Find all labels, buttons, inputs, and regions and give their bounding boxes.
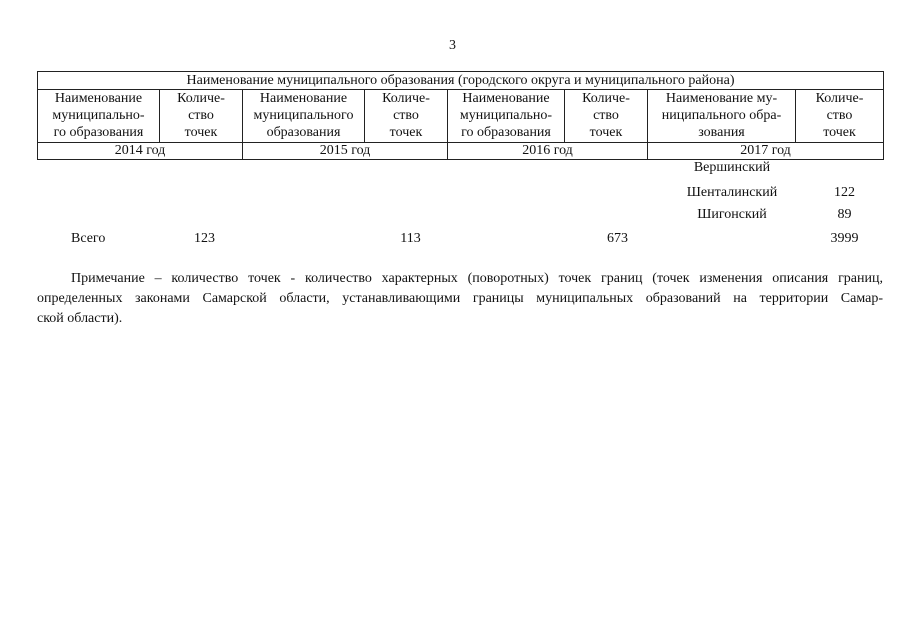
year-2017: 2017 год [648,143,884,160]
year-2014: 2014 год [38,143,243,160]
page-number: 3 [449,38,456,53]
header-name-2014: Наименование муниципально- го образования [38,90,160,143]
footnote-line: ской области). [37,311,123,326]
total-2017: 3999 [830,231,859,246]
total-2016: 673 [607,231,628,246]
header-count-2015: Количе- ство точек [365,90,448,143]
total-2014: 123 [194,231,215,246]
district-value-shigonsky: 89 [837,207,852,222]
header-count-2017: Количе- ство точек [796,90,884,143]
table-title-row [38,72,884,90]
header-name-2016: Наименование муниципально- го образования [448,90,565,143]
footnote [37,269,883,329]
header-count-2014: Количе- ство точек [160,90,243,143]
district-name-vershinsky: Вершинский [693,160,771,175]
points-table [37,71,884,160]
footnote-line: определенных законами Самарской области, устанавливающими границы муниципальных образований на территории Самар- [37,291,883,306]
total-label: Всего [71,231,106,246]
column-header-row [38,90,884,143]
footnote-line: Примечание – количество точек - количество характерных (поворотных) точек границ (точек изменения описания границ, [71,271,883,286]
table-title: Наименование муниципального образования (городского округа и муниципального района) [38,72,884,90]
header-name-2017: Наименование му- ниципального обра- зования [648,90,796,143]
header-name-2015: Наименование муниципального образования [243,90,365,143]
year-2016: 2016 год [448,143,648,160]
district-value-shentalinsky: 122 [834,185,855,200]
district-name-shentalinsky: Шенталинский [686,185,778,200]
year-2015: 2015 год [243,143,448,160]
total-2015: 113 [400,231,421,246]
district-name-shigonsky: Шигонский [697,207,767,222]
header-count-2016: Количе- ство точек [565,90,648,143]
year-row [38,143,884,160]
